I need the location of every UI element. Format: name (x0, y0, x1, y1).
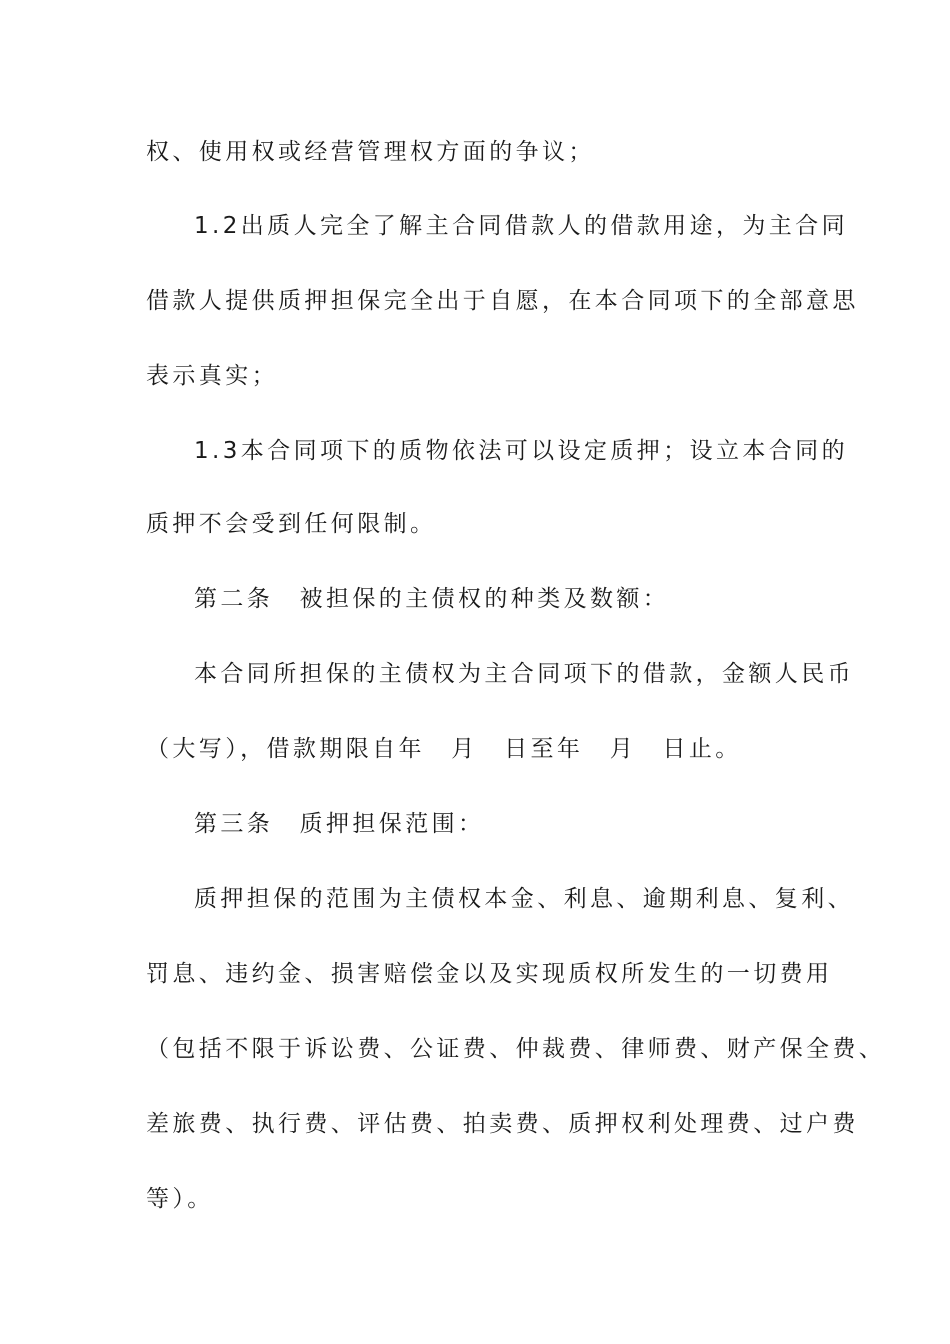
paragraph-line: （包括不限于诉讼费、公证费、仲裁费、律师费、财产保全费、 (146, 1036, 886, 1062)
paragraph-line: 借款人提供质押担保完全出于自愿，在本合同项下的全部意思 (146, 288, 859, 314)
paragraph-line: 质押不会受到任何限制。 (146, 511, 437, 537)
article-3-heading: 第三条 质押担保范围： (194, 811, 485, 837)
paragraph-line: 差旅费、执行费、评估费、拍卖费、质押权利处理费、过户费 (146, 1111, 859, 1137)
article-2-heading: 第二条 被担保的主债权的种类及数额： (194, 586, 670, 612)
paragraph-line: （大写），借款期限自年 月 日至年 月 日止。 (146, 736, 742, 762)
paragraph-line: 表示真实； (146, 363, 278, 389)
paragraph-line: 权、使用权或经营管理权方面的争议； (146, 139, 595, 165)
paragraph-line: 质押担保的范围为主债权本金、利息、逾期利息、复利、 (194, 886, 854, 912)
paragraph-line: 本合同所担保的主债权为主合同项下的借款，金额人民币 (194, 661, 854, 687)
clause-1-2-line: 1.2出质人完全了解主合同借款人的借款用途，为主合同 (194, 213, 848, 239)
clause-1-3-line: 1.3本合同项下的质物依法可以设定质押；设立本合同的 (194, 438, 848, 464)
paragraph-line: 等）。 (146, 1186, 214, 1212)
paragraph-line: 罚息、违约金、损害赔偿金以及实现质权所发生的一切费用 (146, 961, 833, 987)
